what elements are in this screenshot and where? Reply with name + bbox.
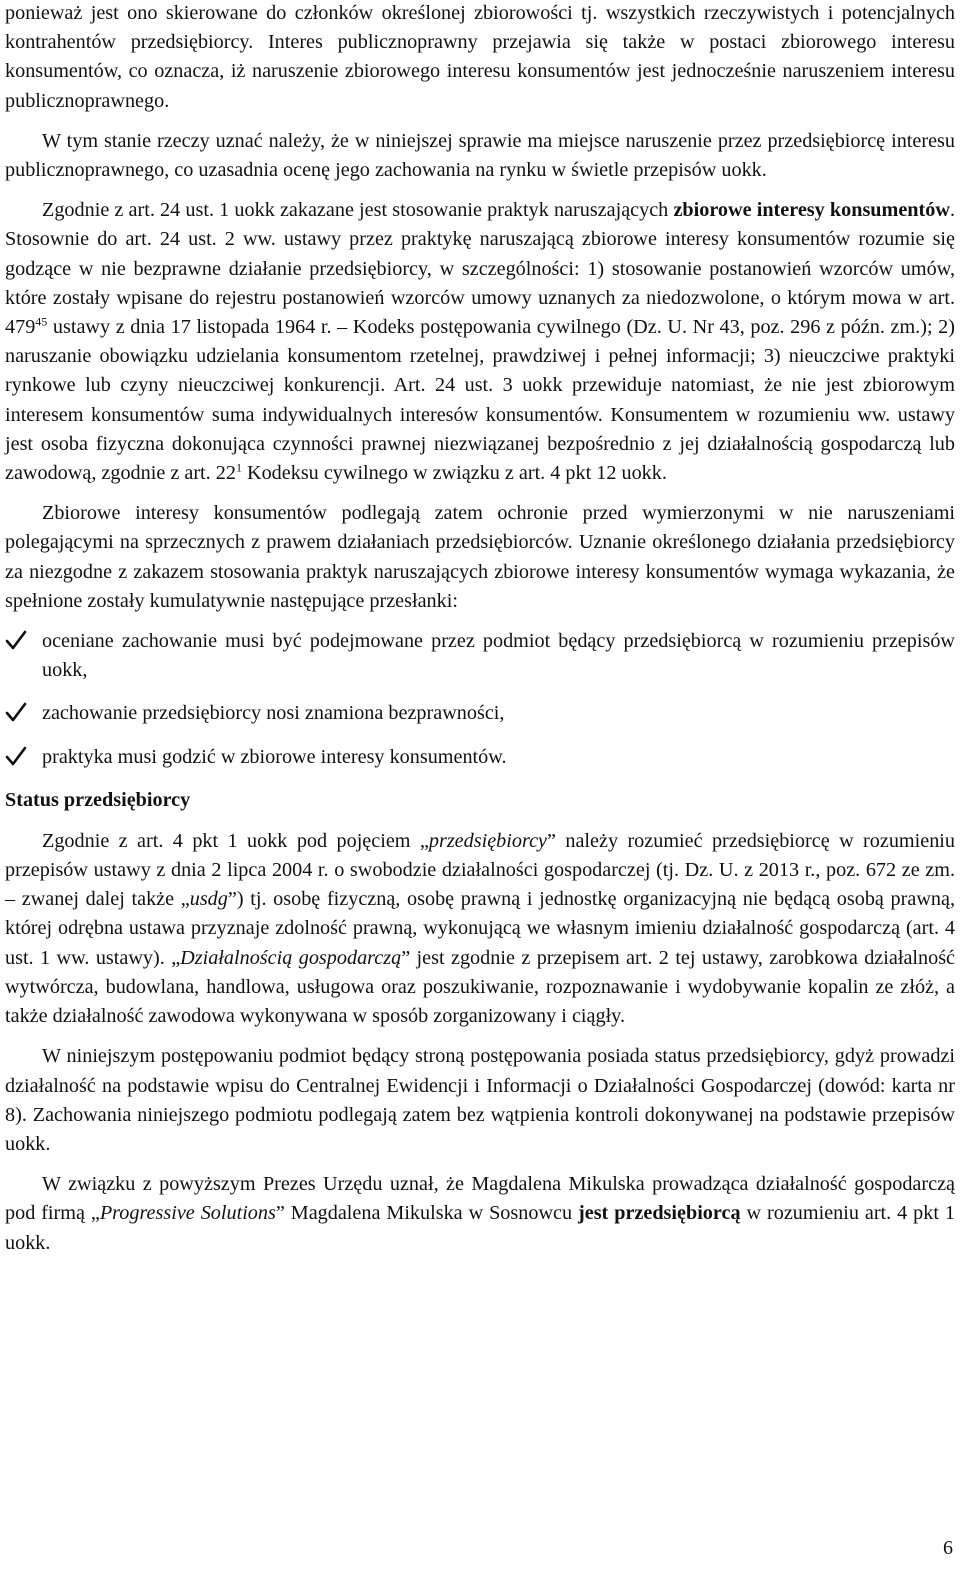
text-segment: W związku z powyższym Prezes Urzędu uznał, że Magdalena Mikulska prowadząca działalność gospodarczą pod firmą „ [5, 1173, 955, 1225]
check-mark-icon [5, 701, 27, 723]
bold-phrase-is-entrepreneur: jest przedsiębiorcą [578, 1202, 741, 1225]
paragraph-status-in-proceedings [5, 1042, 955, 1159]
text-segment: . Stosownie do art. 24 ust. 2 ww. ustawy przez praktykę naruszającą zbiorowe interesy konsumentów rozumie się godzące w nie bezprawne działanie przedsiębiorcy, w szczególności: 1) stosowanie postanowień wzorców umów, które zostały wpisane do rejestru postanowień wzorców umowy uznanych za niedozwolone, o którym mowa w art. 479 [5, 199, 955, 339]
paragraph-text: W niniejszym postępowaniu podmiot będący stroną postępowania posiada status przedsiębiorcy, gdyż prowadzi działalność na podstawie wpisu do Centralnej Ewidencji i Informacji o Działalności Gospodarczej (dowód: karta nr 8). Zachowania niniejszego podmiotu podlegają zatem bez wątpienia kontroli dokonywanej na podstawie przepisów uokk. [5, 1045, 955, 1155]
text-segment: Zgodnie z art. 4 pkt 1 uokk pod pojęciem „ [42, 829, 429, 852]
text-segment: ” jest zgodnie z przepisem art. 2 tej ustawy, zarobkowa działalność wytwórcza, budowlana, handlowa, usługowa oraz poszukiwanie, rozpoznawanie i wydobywanie kopalin ze złóż, a także działalność zawodowa wykonywana w sposób zorganizowany i ciągły. [5, 946, 956, 1028]
checklist-item-text: praktyka musi godzić w zbiorowe interesy konsumentów. [42, 745, 507, 768]
paragraph-public-interest [5, 0, 955, 116]
check-mark-icon [5, 629, 27, 651]
superscript: 1 [235, 460, 242, 475]
section-heading-status: Status przedsiębiorcy [5, 788, 191, 811]
superscript: 45 [35, 314, 48, 329]
paragraph-president-finding [5, 1170, 955, 1258]
text-segment: ” Magdalena Mikulska w Sosnowcu [275, 1202, 579, 1225]
text-segment: ustawy z dnia 17 listopada 1964 r. – Kodeks postępowania cywilnego (Dz. U. Nr 43, poz. 296 z późn. zm.); 2) naruszanie obowiązku udzielania konsumentom rzetelnej, prawdziwej i pełnej informacji; 3) nieuczciwe praktyki rynkowe lub czyny nieuczciwej konkurencji. Art. 24 ust. 3 uokk przewiduje natomiast, że nie jest zbiorowym interesem konsumentów suma indywidualnych interesów konsumentów. Konsumentem w rozumieniu ww. ustawy jest osoba fizyczna dokonująca czynności prawnej niezwiązanej bezpośrednio z jej działalnością gospodarczą lub zawodową, zgodnie z art. 22 [5, 316, 955, 485]
text-segment: Zgodnie z art. 24 ust. 1 uokk zakazane jest stosowanie praktyk naruszających [42, 199, 674, 222]
paragraph-text: Zbiorowe interesy konsumentów podlegają zatem ochronie przed wymierzonymi w nie naruszeniami polegającymi na sprzecznych z prawem działaniach przedsiębiorców. Uznanie określonego działania przedsiębiorcy za niezgodne z zakazem stosowania praktyk naruszających zbiorowe interesy konsumentów wymaga wykazania, że spełnione zostały kumulatywnie następujące przesłanki: [5, 502, 955, 612]
checklist-item [5, 743, 955, 772]
italic-term: usdg [189, 888, 228, 911]
checklist-item-text: oceniane zachowanie musi być podejmowane przez podmiot będący przedsiębiorcą w rozumieniu przepisów uokk, [42, 630, 955, 682]
checklist-item [5, 627, 955, 685]
text-segment: Kodeksu cywilnego w związku z art. 4 pkt 12 uokk. [241, 462, 667, 485]
bold-phrase-collective-interests: zbiorowe interesy konsumentów [673, 199, 950, 222]
text-segment: w rozumieniu art. 4 pkt 1 uokk. [5, 1202, 956, 1254]
text-segment: ” należy rozumieć przedsiębiorcę w rozumieniu przepisów ustawy z dnia 2 lipca 2004 r. o swobodzie działalności gospodarczej (tj. Dz. U. z 2013 r., poz. 672 ze zm. – zwanej dalej także „ [5, 829, 955, 911]
paragraph-infringement-conclusion [5, 127, 955, 185]
italic-term: Działalnością gospodarczą [180, 946, 402, 969]
paragraph-entrepreneur-definition [5, 827, 955, 1031]
paragraph-art-24 [5, 196, 955, 488]
document-page [5, 0, 955, 1269]
paragraph-text: ponieważ jest ono skierowane do członków określonej zbiorowości tj. wszystkich rzeczywistych i potencjalnych kontrahentów przedsiębiorcy. Interes publicznoprawny przejawia się także w postaci zbiorowego interesu konsumentów, co oznacza, iż naruszenie zbiorowego interesu konsumentów jest jednocześnie naruszeniem interesu publicznoprawnego. [5, 2, 955, 112]
italic-term: przedsiębiorcy [428, 829, 547, 852]
checklist-item [5, 699, 955, 728]
premises-checklist [5, 627, 955, 772]
paragraph-text: W tym stanie rzeczy uznać należy, że w niniejszej sprawie ma miejsce naruszenie przez przedsiębiorcę interesu publicznoprawnego, co uzasadnia ocenę jego zachowania na rynku w świetle przepisów uokk. [5, 129, 955, 182]
paragraph-premises-intro [5, 499, 955, 616]
check-mark-icon [5, 745, 27, 767]
text-segment: ”) tj. osobę fizyczną, osobę prawną i jednostkę organizacyjną nie będącą osobą prawną, której odrębna ustawa przyznaje zdolność prawną, wykonującą we własnym imieniu działalność gospodarczą (art. 4 ust. 1 ww. ustawy). „ [5, 888, 955, 969]
checklist-item-text: zachowanie przedsiębiorcy nosi znamiona bezprawności, [42, 702, 505, 725]
italic-company-name: Progressive Solutions [99, 1202, 276, 1225]
page-number: 6 [943, 1537, 953, 1559]
